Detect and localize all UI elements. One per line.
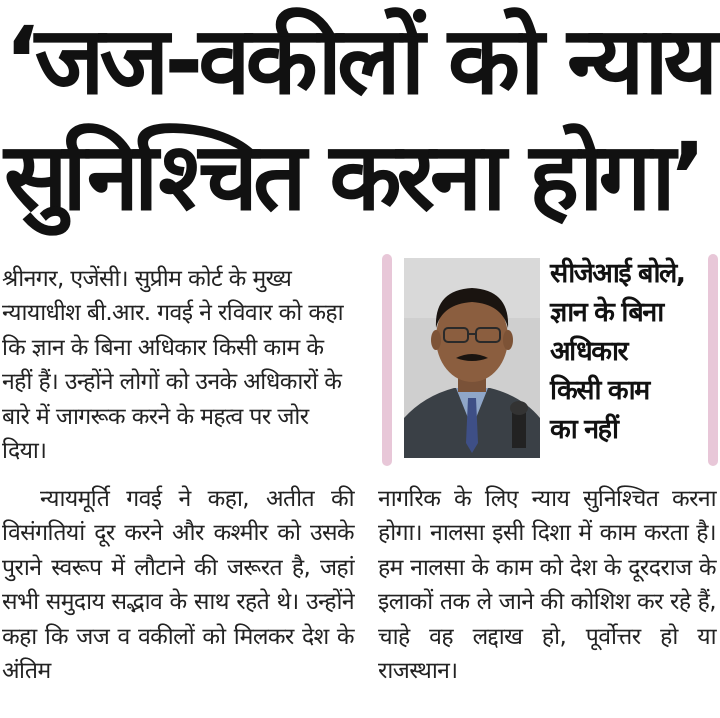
headline-line-2: सुनिश्चित करना होगा’: [4, 123, 702, 232]
article-paragraph-right: नागरिक के लिए न्याय सुनिश्चित करना होगा। नालसा इसी दिशा में काम करता है। हम नालसा के काम को देश के दूरदराज के इलाकों तक ले जाने की कोशिश कर रहे हैं, चाहे वह लद्दाख हो, पूर्वोत्तर हो या राजस्थान।: [378, 486, 716, 685]
quote-line: ज्ञान के बिना: [550, 297, 663, 328]
quote-line: किसी काम: [550, 375, 649, 406]
article-intro: श्रीनगर, एजेंसी। सुप्रीम कोर्ट के मुख्य न्यायाधीश बी.आर. गवई ने रविवार को कहा कि ज्ञान के बिना अधिकार किसी काम के नहीं हैं। उन्होंने लोगों को उनके अधिकारों के बारे में जागरूक करने के महत्व पर जोर दिया।: [2, 266, 343, 465]
quote-line: का नहीं: [550, 414, 618, 445]
sidebar-quote: [550, 254, 700, 449]
headline: [0, 0, 720, 250]
headline-line-1: ‘जज-वकीलों को न्याय: [4, 7, 714, 116]
quote-line: अधिकार: [550, 336, 627, 367]
article-paragraph-left: न्यायमूर्ति गवई ने कहा, अतीत की विसंगतियां दूर करने और कश्मीर को उसके पुराने स्वरूप में लौटाने की जरूरत है, जहां सभी समुदाय सद्भाव के साथ रहते थे। उन्होंने कहा कि जज व वकीलों को मिलकर देश के अंतिम: [2, 486, 354, 685]
quote-line: सीजेआई बोले,: [550, 258, 685, 289]
accent-bar-right: [708, 254, 718, 466]
photo-quote-box: [382, 254, 718, 466]
cji-portrait-photo: [404, 258, 540, 458]
accent-bar-left: [382, 254, 392, 466]
